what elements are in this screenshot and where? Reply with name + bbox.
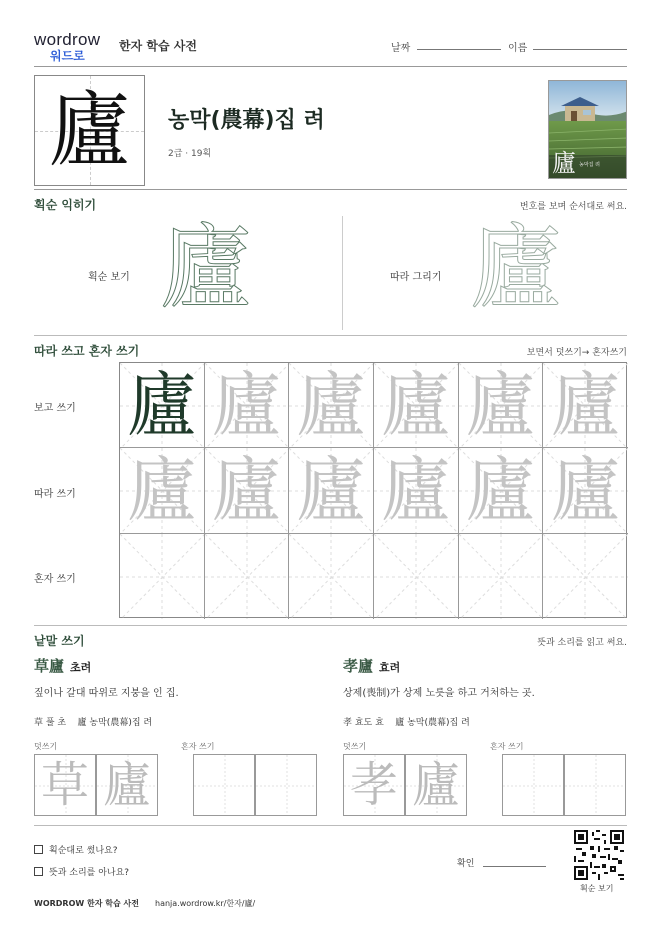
wordrow-logo [34, 30, 114, 66]
word-trace-label: 덧쓰기 [34, 742, 58, 751]
checklist-item[interactable] [34, 865, 129, 878]
practice-cell[interactable] [459, 534, 544, 619]
practice-grid [119, 362, 627, 618]
word-trace-box[interactable] [34, 754, 96, 816]
trace-char: 廬 [411, 757, 460, 813]
hanja-meta: 2급 · 19획 [168, 149, 212, 159]
hanja-title: 농막(農幕)집 려 [168, 108, 325, 133]
name-field[interactable] [533, 49, 627, 50]
word-trace-label: 덧쓰기 [343, 742, 367, 751]
practice-section-title: 따라 쓰고 혼자 쓰기 [34, 344, 140, 358]
qr-code-icon[interactable] [574, 830, 624, 880]
words-section-hint: 뜻과 소리를 읽고 써요. [537, 638, 627, 648]
practice-char: 廬 [296, 449, 367, 532]
words-section-title: 낱말 쓰기 [34, 634, 85, 648]
practice-cell[interactable] [543, 448, 628, 533]
practice-cell[interactable] [205, 363, 290, 448]
practice-char: 廬 [296, 364, 367, 447]
stroke-order-diagram[interactable]: 廬 [160, 214, 253, 321]
hanja-display-box [34, 75, 145, 186]
word-reading: 효려 [379, 661, 401, 674]
date-field[interactable] [417, 49, 501, 50]
thumbnail-caption: 농막집 려 [579, 162, 600, 168]
stroke-trace-diagram[interactable]: 廬 [470, 214, 563, 321]
footer-brand: WORDROW 한자 학습 사전 [34, 899, 139, 908]
practice-char: 廬 [380, 364, 451, 447]
word-solo-box[interactable] [564, 754, 626, 816]
word-reading: 초려 [70, 661, 92, 674]
stroke-section-title: 획순 익히기 [34, 198, 97, 212]
practice-cell[interactable] [374, 363, 459, 448]
stroke-divider [342, 216, 343, 330]
logo-korean: 워드로 [50, 49, 85, 63]
section-divider [34, 335, 627, 336]
practice-cell[interactable] [205, 534, 290, 619]
trace-char: 廬 [102, 757, 151, 813]
word-solo-box[interactable] [255, 754, 317, 816]
practice-char: 廬 [380, 449, 451, 532]
header-divider [34, 66, 627, 67]
hanja-character: 廬 [48, 82, 131, 178]
illustration-thumbnail [548, 80, 627, 179]
practice-char: 廬 [211, 449, 282, 532]
word-trace-box[interactable] [96, 754, 158, 816]
word-hanja: 草廬 [34, 657, 65, 675]
trace-char: 草 [40, 757, 89, 813]
confirm-field[interactable] [483, 866, 546, 867]
word-hanja: 孝廬 [343, 657, 374, 675]
confirm-label: 확인 [457, 859, 475, 869]
word-solo-box[interactable] [193, 754, 255, 816]
row-label-solo: 혼자 쓰기 [34, 574, 76, 585]
practice-char: 廬 [550, 449, 621, 532]
footer-url[interactable]: hanja.wordrow.kr/한자/廬/ [155, 899, 256, 908]
word-trace-box[interactable] [343, 754, 405, 816]
practice-cell[interactable] [289, 448, 374, 533]
checklist-label: 뜻과 소리를 아나요? [49, 868, 130, 878]
practice-cell[interactable] [543, 363, 628, 448]
practice-char: 廬 [465, 449, 536, 532]
stroke-view-label: 획순 보기 [88, 272, 130, 283]
word-title [343, 655, 400, 676]
row-label-see: 보고 쓰기 [34, 403, 76, 414]
section-divider [34, 625, 627, 626]
checklist-item[interactable] [34, 843, 118, 856]
checkbox-icon[interactable] [34, 845, 43, 854]
stroke-section-hint: 번호를 보며 순서대로 써요. [519, 202, 627, 212]
practice-cell[interactable] [459, 448, 544, 533]
word-parts: 草 풀 초 廬 농막(農幕)집 려 [34, 718, 153, 728]
practice-cell[interactable] [120, 448, 205, 533]
practice-cell[interactable] [120, 363, 205, 448]
section-divider [34, 189, 627, 190]
date-label: 날짜 [391, 43, 411, 54]
practice-char: 廬 [465, 364, 536, 447]
practice-cell[interactable] [374, 448, 459, 533]
qr-caption: 획순 보기 [580, 884, 614, 893]
header-subtitle: 한자 학습 사전 [119, 39, 197, 53]
practice-section-hint: 보면서 덧쓰기→ 혼자쓰기 [526, 348, 627, 358]
word-title [34, 655, 91, 676]
logo-wordmark: wordrow [34, 30, 101, 49]
stroke-trace-label: 따라 그리기 [390, 272, 442, 283]
word-solo-box[interactable] [502, 754, 564, 816]
practice-cell[interactable] [289, 534, 374, 619]
row-label-trace: 따라 쓰기 [34, 489, 76, 500]
thumbnail-character: 廬 [552, 149, 576, 177]
practice-char: 廬 [126, 449, 197, 532]
trace-char: 孝 [349, 757, 398, 813]
practice-char: 廬 [550, 364, 621, 447]
word-meaning: 짚이나 갈대 따위로 지붕을 인 집. [34, 688, 179, 699]
practice-cell[interactable] [374, 534, 459, 619]
name-label: 이름 [508, 43, 528, 54]
practice-cell[interactable] [459, 363, 544, 448]
word-solo-label: 혼자 쓰기 [181, 742, 215, 751]
practice-char: 廬 [211, 364, 282, 447]
checklist-label: 획순대로 썼나요? [49, 846, 118, 856]
word-parts: 孝 효도 효 廬 농막(農幕)집 려 [343, 718, 470, 728]
word-solo-label: 혼자 쓰기 [490, 742, 524, 751]
checkbox-icon[interactable] [34, 867, 43, 876]
practice-char: 廬 [126, 364, 197, 447]
practice-cell[interactable] [120, 534, 205, 619]
practice-cell[interactable] [205, 448, 290, 533]
practice-cell[interactable] [289, 363, 374, 448]
practice-cell[interactable] [543, 534, 628, 619]
word-meaning: 상제(喪制)가 상제 노릇을 하고 거처하는 곳. [343, 688, 535, 699]
word-trace-box[interactable] [405, 754, 467, 816]
section-divider [34, 825, 627, 826]
